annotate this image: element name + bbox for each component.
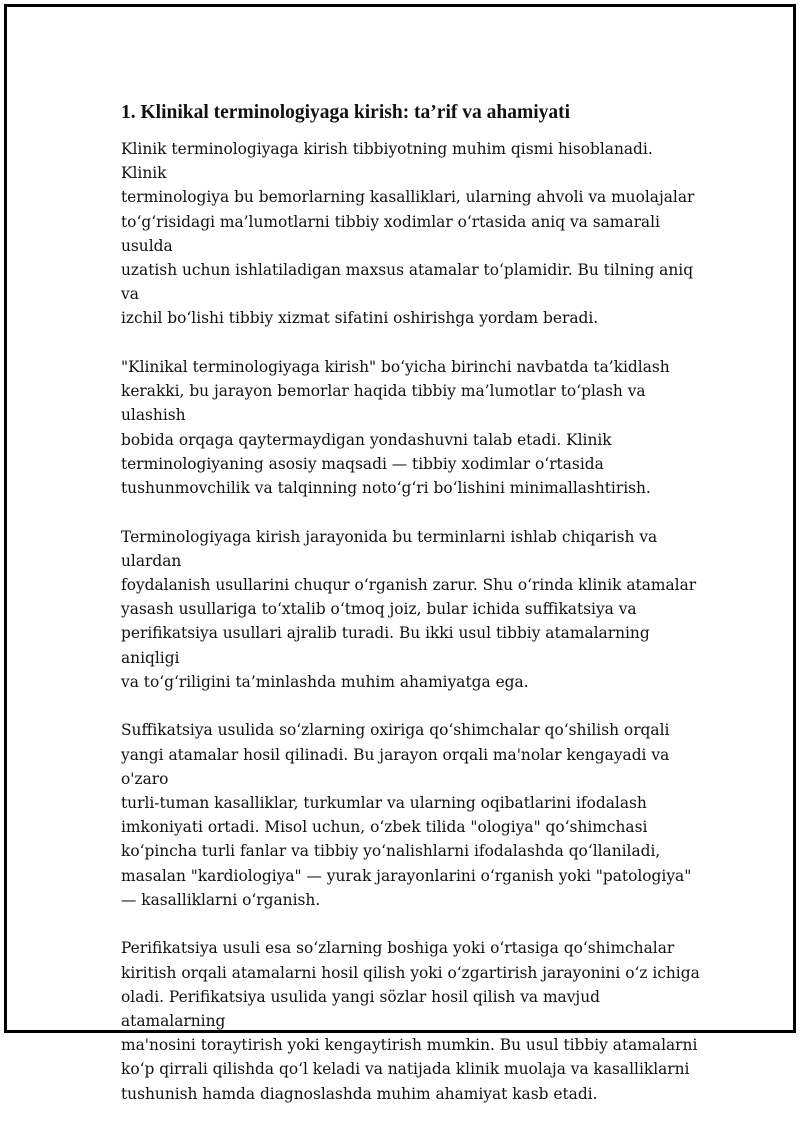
paragraph-methods: Terminologiyaga kirish jarayonida bu terminlarni ishlab chiqarish va ulardan foydalanish usullarini chuqur o‘rganish zarur. Shu o‘rinda klinik atamalar yasash usullariga to‘xtalib o‘tmoq joiz, bular ichida suffikatsiya va perifikatsiya usullari ajralib turadi. Bu ikki usul tibbiy atamalarning aniqligi va to‘g‘riligini ta’minlashda muhim ahamiyatga ega.: [121, 527, 697, 691]
document-body: [121, 100, 701, 1130]
document-page: [4, 4, 796, 1103]
section-heading: 1. Klinikal terminologiyaga kirish: ta’rif va ahamiyati: [121, 102, 571, 123]
paragraph-definition: Klinik terminologiyaga kirish tibbiyotning muhim qismi hisoblanadi. Klinik terminologiya bu bemorlarning kasalliklari, ularning ahvoli va muolajalar to‘g‘risidagi ma’lumotlarni tibbiy xodimlar o‘rtasida aniq va samarali usulda uzatish uchun ishlatiladigan maxsus atamalar to‘plamidir. Bu tilning aniq va izchil bo‘lishi tibbiy xizmat sifatini oshirishga yordam beradi.: [121, 140, 695, 328]
paragraph-suffixation: Suffikatsiya usulida so‘zlarning oxiriga qo‘shimchalar qo‘shilish orqali yangi atamalar hosil qilinadi. Bu jarayon orqali ma'nolar kengayadi va o'zaro turli-tuman kasalliklar, turkumlar va ularning oqibatlarini ifodalash imkoniyati ortadi. Misol uchun, o‘zbek tilida "ologiya" qo‘shimchasi ko‘pincha turli fanlar va tibbiy yo‘nalishlarni ifodalashda qo‘llaniladi, masalan "kardiologiya" — yurak jarayonlarini o‘rganish yoki "patologiya" — kasalliklarni o‘rganish.: [121, 721, 692, 909]
paragraph-purpose: "Klinikal terminologiyaga kirish" bo‘yicha birinchi navbatda ta’kidlash kerakki, bu jarayon bemorlar haqida tibbiy ma’lumotlar to‘plash va ulashish bobida orqaga qaytermaydigan yondashuvni talab etadi. Klinik terminologiyaning asosiy maqsadi — tibbiy xodimlar o‘rtasida tushunmovchilik va talqinning noto‘g‘ri bo‘lishini minimallashtirish.: [121, 358, 670, 498]
paragraph-prefixation: Perifikatsiya usuli esa so‘zlarning boshiga yoki o‘rtasiga qo‘shimchalar kiritish orqali atamalarni hosil qilish yoki o‘zgartirish jarayonini o‘z ichiga oladi. Perifikatsiya usulida yangi sözlar hosil qilish va mavjud atamalarning ma'nosini toraytirish yoki kengaytirish mumkin. Bu usul tibbiy atamalarni ko‘p qirrali qilishda qo‘l keladi va natijada klinik muolaja va kasalliklarni tushunish hamda diagnoslashda muhim ahamiyat kasb etadi.: [121, 939, 700, 1103]
